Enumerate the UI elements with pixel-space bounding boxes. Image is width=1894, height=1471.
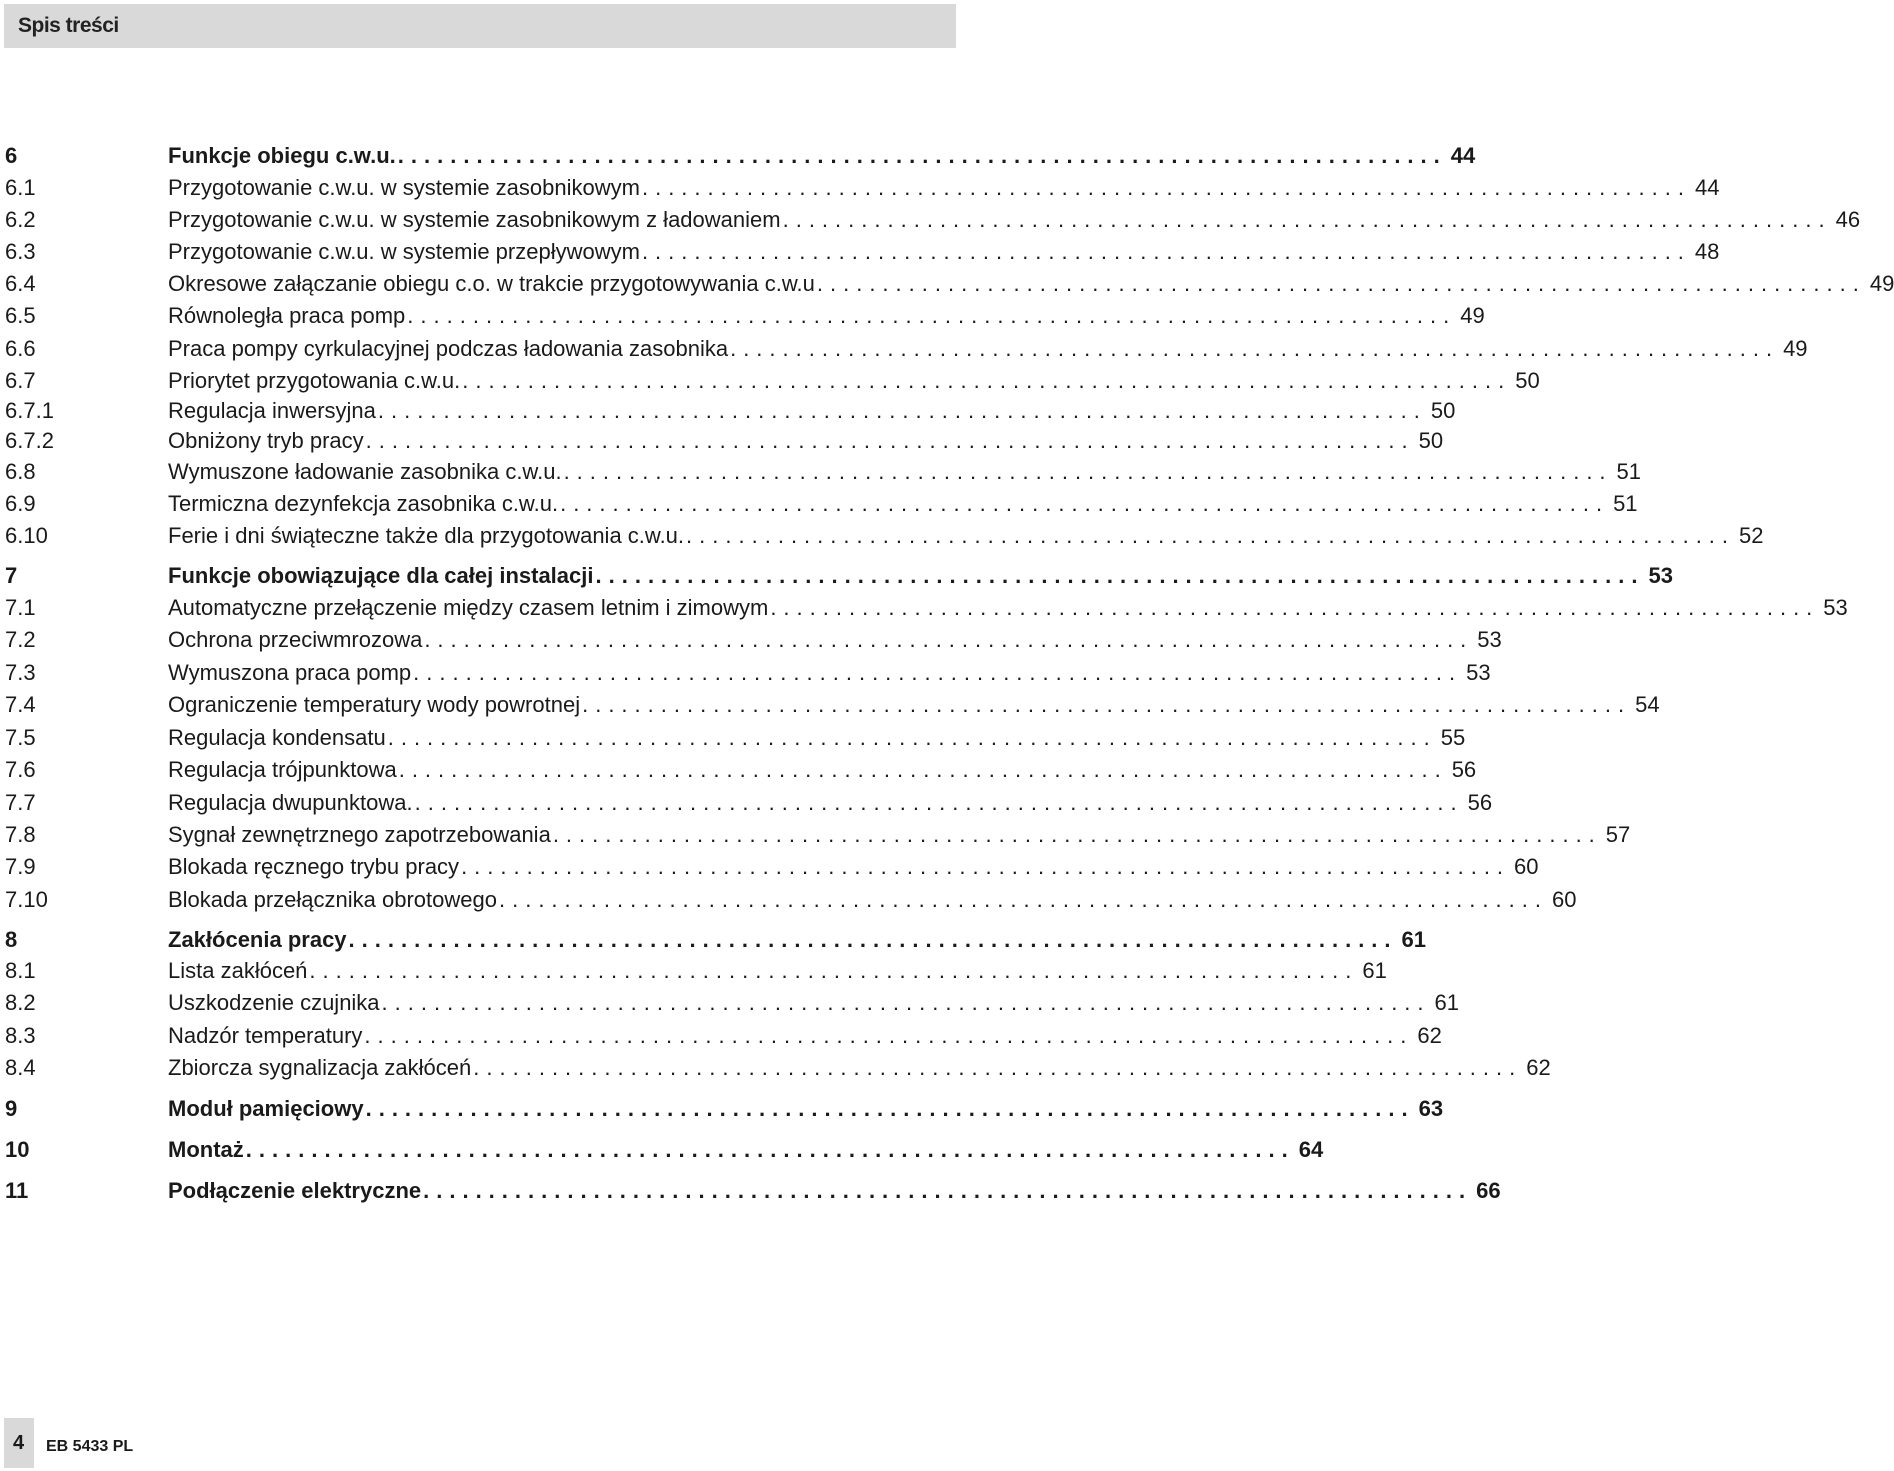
toc-entry-number: 6 (5, 143, 18, 168)
toc-entry-title: Montaż (168, 1137, 244, 1162)
toc-entry-line (168, 425, 1444, 457)
toc-entry-page: 50 (1418, 428, 1444, 453)
toc-entry-title: Lista zakłóceń (168, 958, 308, 983)
toc-entry-page: 61 (1434, 990, 1460, 1015)
toc-entry[interactable] (0, 1020, 1442, 1052)
toc-dot-leader: ................................................................................ (365, 1096, 1415, 1121)
toc-entry-page: 50 (1430, 398, 1456, 423)
toc-entry-line (168, 884, 1577, 916)
toc-entry-title: Wymuszona praca pomp (168, 660, 412, 685)
toc-entry-title: Okresowe załączanie obiegu c.o. w trakcie przygotowywania c.w.u (168, 271, 815, 296)
page-footer (0, 1418, 960, 1468)
toc-dot-leader: ................................................................................ (462, 368, 1512, 393)
toc-entry-page: 48 (1694, 239, 1720, 264)
toc-entry-title: Ograniczenie temperatury wody powrotnej (168, 692, 581, 717)
toc-dot-leader: ................................................................................ (397, 143, 1447, 168)
toc-entry-line (168, 722, 1466, 754)
toc-entry[interactable] (0, 236, 1720, 268)
page-title: Spis treści (18, 14, 119, 37)
header-bar (4, 4, 956, 48)
toc-entry[interactable] (0, 884, 1577, 916)
toc-entry-line (168, 1020, 1442, 1052)
toc-entry-line (168, 300, 1485, 332)
toc-entry-number: 7.10 (5, 887, 48, 912)
toc-entry-line (168, 333, 1808, 365)
toc-entry-page: 44 (1694, 175, 1720, 200)
toc-entry-title: Automatyczne przełączenie między czasem letnim i zimowym (168, 595, 769, 620)
toc-entry[interactable] (0, 456, 1642, 488)
toc-entry[interactable] (0, 657, 1491, 689)
toc-entry-title: Funkcje obiegu c.w.u. (168, 143, 396, 168)
toc-entry-line (168, 1134, 1324, 1166)
toc-entry-line (168, 140, 1476, 172)
toc-dot-leader: ................................................................................ (730, 336, 1780, 361)
toc-dot-leader: ................................................................................ (582, 692, 1632, 717)
toc-dot-leader: ................................................................................ (770, 595, 1820, 620)
toc-entry-number: 7.5 (5, 725, 36, 750)
toc-entry[interactable] (0, 722, 1466, 754)
toc-entry-page: 46 (1835, 207, 1861, 232)
toc-dot-leader: ................................................................................ (365, 428, 1415, 453)
toc-entry-title: Praca pompy cyrkulacyjnej podczas ładowania zasobnika (168, 336, 729, 361)
toc-entry-title: Uszkodzenie czujnika (168, 990, 380, 1015)
toc-entry-page: 61 (1401, 927, 1427, 952)
toc-dot-leader: ................................................................................ (377, 398, 1427, 423)
document-code: EB 5433 PL (46, 1438, 134, 1455)
toc-entry-line (168, 924, 1427, 956)
toc-entry-line (168, 560, 1673, 592)
toc-entry[interactable] (0, 172, 1720, 204)
toc-entry-page: 44 (1450, 143, 1476, 168)
toc-entry-number: 6.2 (5, 207, 36, 232)
toc-entry-number: 6.8 (5, 459, 36, 484)
toc-entry-number: 6.1 (5, 175, 36, 200)
toc-entry[interactable] (0, 987, 1460, 1019)
toc-entry-title: Sygnał zewnętrznego zapotrzebowania (168, 822, 551, 847)
toc-entry-line (168, 1052, 1551, 1084)
toc-dot-leader: ................................................................................ (498, 887, 1548, 912)
toc-entry-number: 6.7.1 (5, 398, 54, 423)
toc-dot-leader: ................................................................................ (348, 927, 1398, 952)
toc-entry-number: 11 (5, 1178, 29, 1203)
toc-entry-number: 7.8 (5, 822, 36, 847)
toc-entry[interactable] (0, 520, 1764, 552)
toc-dot-leader: ................................................................................ (641, 175, 1691, 200)
toc-entry-line (168, 657, 1491, 689)
toc-entry-line (168, 488, 1638, 520)
toc-entry[interactable] (0, 955, 1387, 987)
toc-entry-number: 7.6 (5, 757, 36, 782)
toc-entry[interactable] (0, 851, 1539, 883)
toc-entry-page: 64 (1298, 1137, 1324, 1162)
toc-entry-page: 66 (1476, 1178, 1501, 1203)
toc-dot-leader: ................................................................................ (381, 990, 1431, 1015)
toc-entry-number: 6.6 (5, 336, 36, 361)
toc-entry-number: 6.4 (5, 271, 36, 296)
toc-dot-leader: ................................................................................ (552, 822, 1602, 847)
toc-entry-page: 63 (1418, 1096, 1444, 1121)
toc-entry-number: 6.7.2 (5, 428, 54, 453)
toc-dot-leader: ................................................................................ (364, 1023, 1414, 1048)
toc-entry-number: 10 (5, 1137, 30, 1162)
toc-entry[interactable] (0, 425, 1444, 457)
toc-dot-leader: ................................................................................ (414, 790, 1464, 815)
toc-entry-title: Blokada przełącznika obrotowego (168, 887, 497, 912)
toc-dot-leader: ................................................................................ (413, 660, 1463, 685)
toc-entry-page: 56 (1451, 757, 1477, 782)
toc-entry[interactable] (0, 268, 1894, 300)
toc-entry-title: Priorytet przygotowania c.w.u. (168, 368, 461, 393)
toc-entry[interactable] (0, 365, 1540, 397)
toc-entry-page: 61 (1362, 958, 1387, 983)
toc-dot-leader: ................................................................................ (398, 757, 1448, 782)
toc-entry[interactable] (0, 787, 1493, 819)
toc-entry-page: 53 (1477, 627, 1502, 652)
toc-entry-page: 49 (1460, 303, 1485, 328)
toc-entry[interactable] (0, 689, 1660, 721)
toc-entry-title: Moduł pamięciowy (168, 1096, 364, 1121)
toc-entry-line (168, 1175, 1501, 1207)
toc-entry-line (168, 689, 1660, 721)
toc-entry-title: Termiczna dezynfekcja zasobnika c.w.u. (168, 491, 559, 516)
toc-entry-line (168, 1093, 1444, 1125)
toc-entry-page: 55 (1440, 725, 1466, 750)
toc-dot-leader: ................................................................................ (407, 303, 1457, 328)
toc-entry-number: 6.7 (5, 368, 36, 393)
toc-entry-line (168, 624, 1502, 656)
toc-entry-title: Regulacja dwupunktowa. (168, 790, 413, 815)
toc-chapter-entry[interactable] (0, 560, 1673, 592)
toc-entry-line (168, 787, 1493, 819)
toc-dot-leader: ................................................................................ (560, 491, 1610, 516)
toc-dot-leader: ................................................................................ (424, 627, 1474, 652)
toc-dot-leader: ................................................................................ (816, 271, 1866, 296)
toc-entry-number: 6.3 (5, 239, 36, 264)
toc-entry-line (168, 851, 1539, 883)
toc-entry[interactable] (0, 300, 1485, 332)
toc-entry-number: 7.2 (5, 627, 36, 652)
toc-chapter-entry[interactable] (0, 924, 1427, 956)
toc-entry[interactable] (0, 754, 1477, 786)
toc-entry-title: Regulacja inwersyjna (168, 398, 376, 423)
toc-entry-title: Przygotowanie c.w.u. w systemie zasobnikowym z ładowaniem (168, 207, 781, 232)
toc-entry-page: 62 (1417, 1023, 1442, 1048)
toc-entry[interactable] (0, 333, 1808, 365)
toc-entry-line (168, 754, 1477, 786)
toc-entry-number: 8.2 (5, 990, 36, 1015)
toc-entry-line (168, 592, 1848, 624)
toc-entry-page: 49 (1869, 271, 1894, 296)
toc-dot-leader: ................................................................................ (309, 958, 1359, 983)
page-number: 4 (13, 1432, 25, 1454)
toc-entry-title: Regulacja trójpunktowa (168, 757, 397, 782)
toc-entry-line (168, 268, 1894, 300)
toc-entry-title: Wymuszone ładowanie zasobnika c.w.u. (168, 459, 562, 484)
toc-entry-number: 6.10 (5, 523, 48, 548)
toc-entry-page: 54 (1635, 692, 1660, 717)
toc-dot-leader: ................................................................................ (782, 207, 1832, 232)
toc-entry-page: 50 (1515, 368, 1540, 393)
toc-entry[interactable] (0, 204, 1861, 236)
toc-entry-title: Funkcje obowiązujące dla całej instalacji (168, 563, 594, 588)
toc-dot-leader: ................................................................................ (563, 459, 1613, 484)
toc-entry-line (168, 520, 1764, 552)
toc-entry-title: Ferie i dni świąteczne także dla przygotowania c.w.u. (168, 523, 685, 548)
toc-entry-title: Podłączenie elektryczne (168, 1178, 422, 1203)
toc-dot-leader: ................................................................................ (387, 725, 1437, 750)
toc-entry-line (168, 395, 1456, 427)
toc-entry[interactable] (0, 819, 1631, 851)
toc-entry-title: Regulacja kondensatu (168, 725, 386, 750)
toc-entry-page: 53 (1648, 563, 1673, 588)
toc-entry-title: Ochrona przeciwmrozowa (168, 627, 423, 652)
toc-entry-title: Obniżony tryb pracy (168, 428, 364, 453)
toc-entry-number: 6.5 (5, 303, 36, 328)
toc-entry-line (168, 365, 1540, 397)
toc-entry-number: 7.1 (5, 595, 36, 620)
toc-entry-line (168, 236, 1720, 268)
toc-entry-page: 52 (1739, 523, 1764, 548)
toc-entry-number: 9 (5, 1096, 18, 1121)
toc-entry-title: Zakłócenia pracy (168, 927, 347, 952)
toc-chapter-entry[interactable] (0, 1093, 1444, 1125)
toc-entry-number: 8.1 (5, 958, 36, 983)
toc-entry-page: 60 (1551, 887, 1577, 912)
toc-dot-leader: ................................................................................ (423, 1178, 1473, 1203)
toc-entry-number: 8.4 (5, 1055, 36, 1080)
page-number-box (4, 1418, 34, 1468)
toc-entry-title: Zbiorcza sygnalizacja zakłóceń (168, 1055, 472, 1080)
toc-entry-page: 51 (1613, 491, 1638, 516)
toc-entry-page: 57 (1605, 822, 1631, 847)
toc-dot-leader: ................................................................................ (686, 523, 1736, 548)
toc-chapter-entry[interactable] (0, 1175, 1501, 1207)
toc-entry-line (168, 204, 1861, 236)
toc-entry-page: 53 (1466, 660, 1491, 685)
toc-entry-title: Blokada ręcznego trybu pracy (168, 854, 460, 879)
toc-entry-number: 7.9 (5, 854, 36, 879)
toc-dot-leader: ................................................................................ (641, 239, 1691, 264)
toc-entry-number: 8 (5, 927, 18, 952)
toc-entry-line (168, 456, 1642, 488)
toc-entry-title: Przygotowanie c.w.u. w systemie przepływowym (168, 239, 640, 264)
toc-entry-number: 7.3 (5, 660, 36, 685)
toc-chapter-entry[interactable] (0, 140, 1476, 172)
toc-dot-leader: ................................................................................ (461, 854, 1511, 879)
toc-entry-number: 8.3 (5, 1023, 36, 1048)
toc-entry-page: 62 (1526, 1055, 1551, 1080)
toc-entry-title: Równoległa praca pomp (168, 303, 406, 328)
toc-entry-number: 7.4 (5, 692, 36, 717)
toc-chapter-entry[interactable] (0, 1134, 1324, 1166)
toc-entry-title: Nadzór temperatury (168, 1023, 363, 1048)
toc-entry-number: 6.9 (5, 491, 36, 516)
toc-entry-number: 7 (5, 563, 18, 588)
toc-entry-title: Przygotowanie c.w.u. w systemie zasobnikowym (168, 175, 640, 200)
toc-entry-line (168, 172, 1720, 204)
toc-entry-page: 49 (1783, 336, 1808, 361)
toc-entry-line (168, 987, 1460, 1019)
toc-entry-page: 56 (1467, 790, 1493, 815)
toc-entry[interactable] (0, 624, 1502, 656)
toc-entry-line (168, 819, 1631, 851)
toc-dot-leader: ................................................................................ (245, 1137, 1295, 1162)
toc-entry[interactable] (0, 592, 1848, 624)
toc-entry-line (168, 955, 1387, 987)
toc-entry-page: 53 (1823, 595, 1848, 620)
toc-entry[interactable] (0, 1052, 1551, 1084)
toc-entry-number: 7.7 (5, 790, 36, 815)
toc-entry-page: 60 (1514, 854, 1539, 879)
toc-entry[interactable] (0, 488, 1638, 520)
toc-dot-leader: ................................................................................ (595, 563, 1645, 588)
toc-entry-page: 51 (1616, 459, 1642, 484)
toc-dot-leader: ................................................................................ (473, 1055, 1523, 1080)
toc-entry[interactable] (0, 395, 1456, 427)
